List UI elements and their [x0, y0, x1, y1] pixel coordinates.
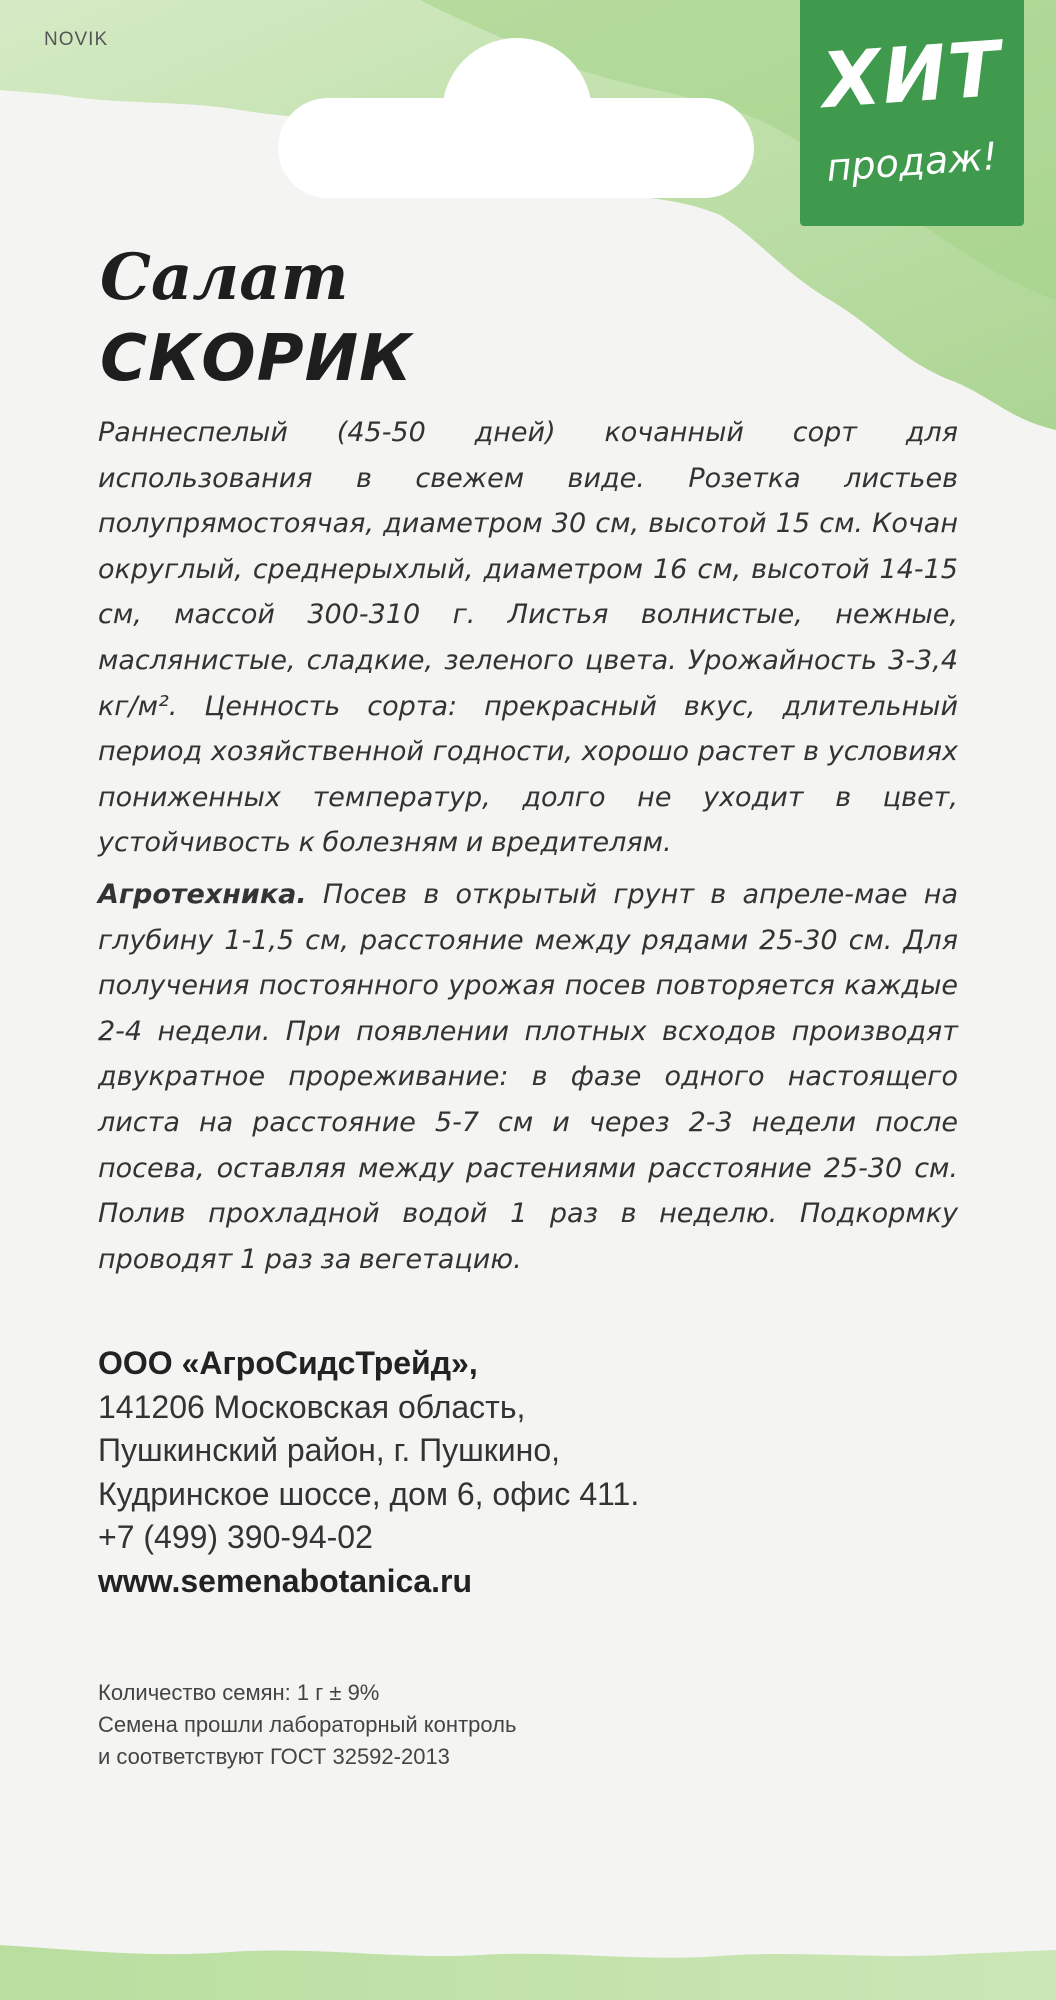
bestseller-badge — [800, 0, 1024, 226]
company-address-line1: 141206 Московская область, — [98, 1388, 526, 1425]
company-address-line2: Пушкинский район, г. Пушкино, — [98, 1432, 561, 1468]
agrotechnics-text: Посев в открытый грунт в апреле-мае на глубину 1-1,5 см, расстояние между рядами 25-30 см. Для получения постоянного урожая посев повторяется каждые 2-4 недели. При появлении плотных всходов производят двукратное прореживание: в фазе одного настоящего листа на расстояние 5-7 см и через 2-3 недели после посева, оставляя между растениями расстояние 25-30 см. Полив прохладной водой 1 раз в неделю. Подкормку проводят 1 раз за вегетацию. — [98, 879, 958, 1275]
company-name: ООО «АгроСидсТрейд», — [98, 1345, 478, 1381]
lab-control-line2: и соответствуют ГОСТ 32592-2013 — [98, 1744, 450, 1769]
hang-hole-cutout — [278, 38, 754, 198]
agrotechnics-heading: Агротехника. — [98, 879, 307, 910]
agrotechnics-paragraph — [98, 872, 958, 1282]
hang-hole-tab — [442, 38, 592, 158]
seed-info — [98, 1677, 516, 1773]
lab-control-line1: Семена прошли лабораторный контроль — [98, 1712, 517, 1737]
seed-quantity: Количество семян: 1 г ± 9% — [98, 1680, 380, 1705]
company-address-line3: Кудринское шоссе, дом 6, офис 411. — [98, 1475, 640, 1512]
variety-description: Раннеспелый (45-50 дней) кочанный сорт для использования в свежем виде. Розетка листьев полупрямостоячая, диаметром 30 см, высотой 15 см. Кочан округлый, среднерыхлый, диаметром 16 см, высотой 14-15 см, массой 300-310 г. Листья волнистые, нежные, маслянистые, сладкие, зеленого цвета. Урожайность 3-3,4 кг/м². Ценность сорта: прекрасный вкус, длительный период хозяйственной годности, хорошо растет в условиях пониженных температур, долго не уходит в цвет, устойчивость к болезням и вредителям. — [98, 417, 958, 859]
badge-line1: ХИТ — [819, 23, 1005, 126]
company-website: www.semenabotanica.ru — [98, 1562, 473, 1599]
badge-line2: продаж! — [825, 134, 999, 190]
brand-label: NOVIK — [44, 29, 109, 50]
product-variety-name: СКОРИК — [100, 322, 413, 396]
product-category: Салат — [100, 240, 349, 315]
company-phone: +7 (499) 390-94-02 — [98, 1519, 373, 1555]
company-contacts — [98, 1342, 639, 1603]
